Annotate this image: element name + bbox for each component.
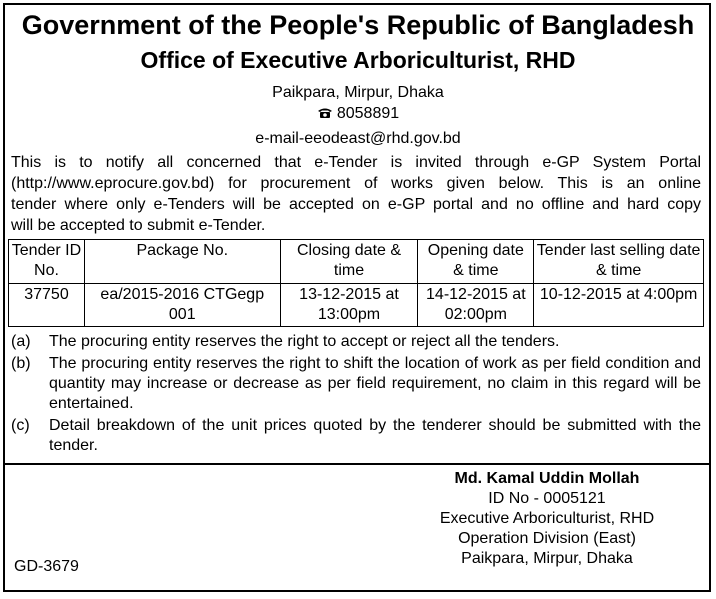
condition-text: The procuring entity reserves the right to shift the location of work as per field condition and quantity may increase or decrease as per field requirement, no claim in this regard will be entertained. <box>49 355 701 412</box>
notice-intro <box>11 152 701 236</box>
phone-number: 8058891 <box>336 105 400 122</box>
condition-text: The procuring entity reserves the right to accept or reject all the tenders. <box>49 333 560 350</box>
signatory-address: Paikpara, Mirpur, Dhaka <box>461 550 633 567</box>
section-divider <box>5 463 709 465</box>
phone-line <box>0 104 716 124</box>
tender-table <box>8 239 704 327</box>
intro-line: This is to notify all concerned that e-Tender is invited through e-GP System Portal <box>11 154 701 171</box>
condition-label: (c) <box>11 417 30 434</box>
signatory-division: Operation Division (East) <box>458 530 636 547</box>
condition-text: Detail breakdown of the unit prices quoted by the tenderer should be submitted with the tender. <box>49 417 701 454</box>
email-line: e-mail-eeodeast@rhd.gov.bd <box>255 130 461 147</box>
table-header-row <box>9 240 704 284</box>
header-tender-id: Tender ID No. <box>9 240 85 284</box>
header-package-no: Package No. <box>84 240 280 284</box>
header-closing-date: Closing date & time <box>280 240 418 284</box>
telephone-icon <box>317 105 333 117</box>
signatory-name: Md. Kamal Uddin Mollah <box>454 470 640 487</box>
cell-closing-date: 13-12-2015 at 13:00pm <box>280 284 418 327</box>
condition-item <box>11 354 701 414</box>
signatory-id: ID No - 0005121 <box>488 490 606 507</box>
government-title: Government of the People's Republic of Bangladesh <box>21 10 695 40</box>
cell-last-selling-date: 10-12-2015 at 4:00pm <box>534 284 704 327</box>
signatory-designation: Executive Arboriculturist, RHD <box>439 510 655 527</box>
condition-label: (b) <box>11 355 31 372</box>
intro-line: tender where only e-Tenders will be accepted on e-GP portal and no offline and hard copy <box>11 196 701 213</box>
condition-item <box>11 416 701 456</box>
cell-tender-id: 37750 <box>9 284 85 327</box>
gd-code: GD-3679 <box>14 558 79 575</box>
signature-block <box>418 469 676 569</box>
header-opening-date: Opening date & time <box>418 240 534 284</box>
office-address: Paikpara, Mirpur, Dhaka <box>272 84 444 101</box>
intro-line: will be accepted to submit e-Tender. <box>11 217 266 234</box>
conditions-list <box>11 332 701 458</box>
condition-label: (a) <box>11 333 31 350</box>
office-title: Office of Executive Arboriculturist, RHD <box>140 47 576 73</box>
header-last-selling-date: Tender last selling date & time <box>534 240 704 284</box>
cell-package-no: ea/2015-2016 CTGegp 001 <box>84 284 280 327</box>
cell-opening-date: 14-12-2015 at 02:00pm <box>418 284 534 327</box>
condition-item <box>11 332 701 352</box>
table-row <box>9 284 704 327</box>
intro-line: (http://www.eprocure.gov.bd) for procurement of works given below. This is an online <box>11 175 701 192</box>
